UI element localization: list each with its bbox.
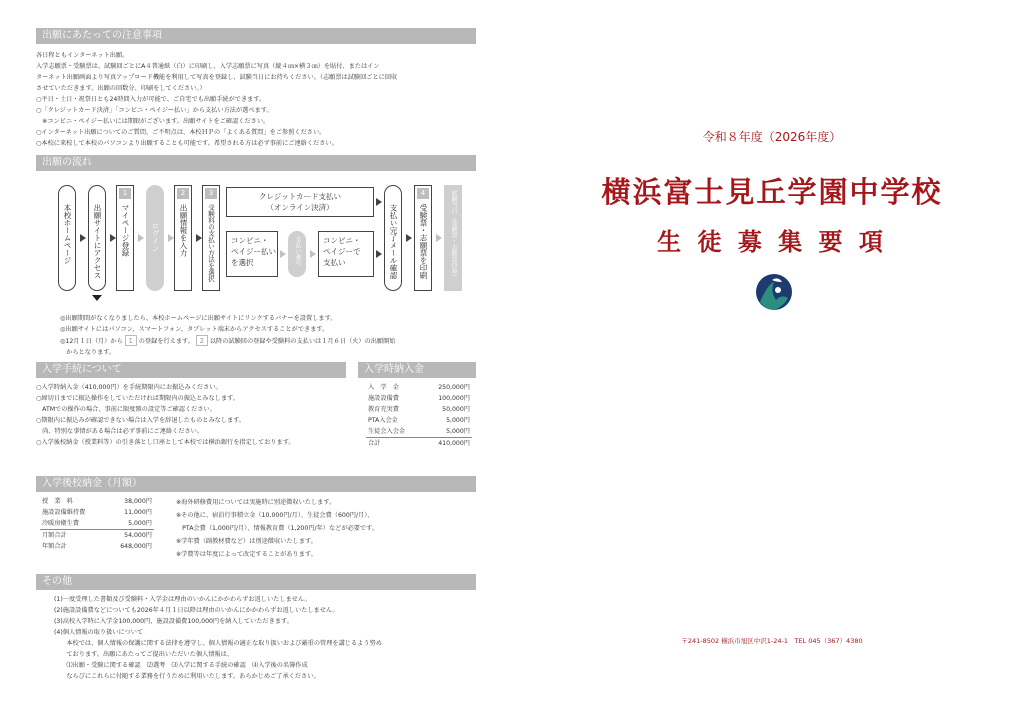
- flow-step-site: [88, 185, 106, 291]
- flow-arrow: [376, 250, 382, 258]
- other-line: (3)高校入学時に入学金100,000円、施設設備費100,000円を納入していただきます。: [54, 618, 293, 625]
- notes-line: ○平日・土日・祝祭日とも24時間入力が可能で、ご自宅でも出願手続ができます。: [36, 96, 266, 103]
- fee-label: 施設設備維持費: [42, 509, 86, 516]
- table-row: [40, 507, 154, 518]
- table-row: [40, 518, 154, 530]
- flow-notes: [36, 313, 476, 358]
- flow-note-line: [60, 335, 476, 347]
- flow-step-mail: [384, 185, 402, 291]
- table-row: [40, 530, 154, 542]
- fee-label: 施設設備費: [368, 395, 399, 402]
- fee-value: 410,000円: [438, 440, 470, 447]
- flow-step-label: 受験票・志願票を印刷: [419, 204, 428, 279]
- step-number: 4: [417, 188, 429, 199]
- fee-label: 入 学 金: [368, 384, 399, 391]
- table-row: [366, 404, 472, 415]
- monthly-note-line: ※学費等は年度によって改定することがあります。: [176, 551, 317, 558]
- flow-arrow: [280, 250, 286, 258]
- cover-address: 〒241-8502 横浜市旭区中沢1-24-1 TEL 045（367）4380: [681, 637, 863, 645]
- fee-label: 合計: [368, 440, 381, 447]
- notes-line: ○インターネット出願についてのご質問、ご不明点は、本校ＨＰの「よくある質問」をご参照ください。: [36, 129, 326, 136]
- flow-step-label: 支払い番号: [294, 236, 301, 266]
- other-line: (2)施設設備費などについても2026年４月１日以降は理由のいかんにかかわらずお返しいたしません。: [54, 607, 339, 614]
- flow-diagram: [36, 179, 476, 309]
- entry-fees-header: 入学時納入金: [358, 362, 476, 378]
- flow-step-label: ログイン: [151, 222, 160, 252]
- monthly-table: [40, 496, 154, 552]
- flow-note-line: ◎出願期間がなくなりましたら、本校ホームページに出願サイトにリンクするバナーを設置します。: [60, 315, 337, 322]
- flow-note-segment: の登録を行えます。: [138, 338, 194, 345]
- admission-section: [36, 362, 476, 472]
- admission-line: ATMでの操作の場合、事前に限度額の設定等ご確認ください。: [36, 406, 216, 413]
- table-row: [366, 438, 472, 450]
- flow-note-line: からとなります。: [60, 349, 116, 356]
- other-line: ならびにこれらに付随する業務を行うために利用いたします。あらかじめご了承ください。: [54, 673, 320, 680]
- notes-line: 各日程ともインターネット出願。: [36, 52, 129, 59]
- down-arrow-icon: [92, 295, 102, 301]
- admission-line: ○入学後校納金（授業料等）の引き落とし口座として本校では横浜銀行を指定しております。: [36, 439, 295, 446]
- flow-arrow: [436, 234, 442, 242]
- notes-line: 入学志願票・受験票は、試験回ごとにA４普通紙（白）に印刷し、入学志願票に写真（縦４㎝×横３㎝）を貼付、またはイン: [36, 63, 380, 70]
- cover-school-name: 横浜富士見丘学園中学校: [601, 175, 943, 209]
- fee-value: 100,000円: [438, 395, 470, 402]
- flow-arrow: [138, 234, 144, 242]
- monthly-header: 入学後校納金（月額）: [36, 476, 476, 492]
- flow-step-label: 本校ホームページ: [63, 204, 72, 264]
- monthly-note-line: ※海外研修費用については実施時に別途徴収いたします。: [176, 499, 336, 506]
- admission-line: ○締切日までに振込操作をしていただければ期限内の振込とみなします。: [36, 395, 239, 402]
- step-number: 3: [205, 188, 217, 199]
- other-header: その他: [36, 574, 476, 590]
- admission-line: ○期限内に振込みが確認できない場合は入学を辞退したものとみなします。: [36, 417, 246, 424]
- table-row: [40, 541, 154, 552]
- fee-value: 54,000円: [124, 532, 152, 539]
- fee-label: 年額合計: [42, 543, 67, 550]
- fee-label: 授 業 料: [42, 498, 73, 505]
- fee-label: 冷暖房衛生費: [42, 520, 80, 527]
- flow-arrow: [376, 198, 382, 206]
- left-page: [36, 28, 476, 718]
- notes-line: ターネット出願画面より写真アップロード機能を利用して写真を登録し、試験当日にお持ちください。（志願票は試験回ごとに回収: [36, 74, 398, 81]
- monthly-note-line: PTA会費（1,000円/月）、情報教育費（1,200円/年）などが必要です。: [176, 525, 378, 532]
- flow-note-line: ◎出願サイトにはパソコン、スマートフォン、タブレット端末からアクセスすることができます。: [60, 326, 329, 333]
- flow-step-homepage: [58, 185, 76, 291]
- fee-value: 11,000円: [124, 509, 152, 516]
- flow-convenience-select: コンビニ・ ペイジー払い を選択: [226, 231, 278, 277]
- step-number: 1: [125, 335, 137, 346]
- cover-page: [520, 0, 1024, 724]
- admission-body: [36, 382, 346, 448]
- step-number: 2: [196, 335, 208, 346]
- fee-label: 月額合計: [42, 532, 67, 539]
- admission-line: 尚、特別な事情がある場合は必ず事前にご連絡ください。: [36, 428, 204, 435]
- flow-step-label: 出願情報を入力: [179, 204, 188, 257]
- flow-note-segment: ◎12月１日（月）から: [60, 338, 123, 345]
- other-line: ております。出願にあたってご提出いただいた個人情報は、: [54, 651, 233, 658]
- admission-line: ○入学時納入金（410,000円）を手続期限内にお振込みください。: [36, 384, 222, 391]
- step-number: 2: [177, 188, 189, 199]
- table-row: [366, 393, 472, 404]
- flow-arrow: [310, 250, 316, 258]
- flow-step-pay-number: [288, 231, 306, 277]
- table-row: [40, 496, 154, 507]
- notes-header: 出願にあたっての注意事項: [36, 28, 476, 44]
- cover-year: 令和８年度（2026年度）: [702, 130, 842, 144]
- fee-label: PTA入会金: [368, 417, 398, 424]
- flow-convenience-pay: コンビニ・ ペイジーで 支払い: [318, 231, 374, 277]
- fee-value: 5,000円: [446, 417, 470, 424]
- other-body: [36, 594, 476, 682]
- flow-step-label: 出願サイトにアクセス: [93, 204, 102, 279]
- table-row: [366, 415, 472, 426]
- flow-step-label: 試験当日（受験票・志願票持参）: [450, 190, 457, 280]
- fee-value: 5,000円: [128, 520, 152, 527]
- monthly-note-line: ※その他に、宿泊行事積立金（10,000円/月）、生徒会費（600円/月）、: [176, 512, 374, 519]
- other-line: 本校では、個人情報の保護に関する法律を遵守し、個人情報の適正な取り扱いおよび厳重の管理を講じるよう努め: [54, 640, 382, 647]
- other-line: ⑴出願・受験に関する確認 ⑵選考 ⑶入学に関する手続の確認 ⑷入学後の名簿作成: [54, 662, 308, 669]
- flow-step-payselect: [202, 185, 220, 291]
- notes-line: ○本校に来校して本校のパソコンより出願することも可能です。希望される方は必ず事前にご連絡ください。: [36, 140, 338, 147]
- flow-step-print: [414, 185, 432, 291]
- fee-label: 教育充実費: [368, 406, 399, 413]
- flow-arrow: [80, 234, 86, 242]
- fee-value: 38,000円: [124, 498, 152, 505]
- fee-value: 250,000円: [438, 384, 470, 391]
- fee-label: 生徒会入会金: [368, 428, 406, 435]
- monthly-note-line: ※学年費（副教材費など）は別途徴収いたします。: [176, 538, 317, 545]
- flow-header: 出願の流れ: [36, 155, 476, 171]
- flow-step-label: マイページ登録: [121, 204, 130, 257]
- flow-step-mypage: [116, 185, 134, 291]
- flow-arrow: [406, 234, 412, 242]
- admission-header: 入学手続について: [36, 362, 346, 378]
- flow-step-label: 支払い完了メール確認: [389, 204, 398, 279]
- fee-value: 648,000円: [120, 543, 152, 550]
- table-row: [366, 426, 472, 438]
- flow-step-login: [146, 185, 164, 291]
- step-number: 1: [119, 188, 131, 199]
- flow-note-segment: 以降の試験回の登録や受験料の支払いは１月６日（火）の出願開始: [209, 338, 396, 345]
- cover-subtitle: 生 徒 募 集 要 項: [657, 227, 887, 256]
- monthly-section: [36, 496, 476, 572]
- flow-step-info: [174, 185, 192, 291]
- flow-credit-box: クレジットカード支払い （オンライン決済）: [226, 187, 374, 217]
- fee-value: 5,000円: [446, 428, 470, 435]
- other-line: (4)個人情報の取り扱いについて: [54, 629, 144, 636]
- notes-line: ※コンビニ・ペイジー払いには期限がございます。出願サイトをご確認ください。: [36, 118, 270, 125]
- notes-line: させていただきます。出願の回数分、印刷をしてください。）: [36, 85, 206, 92]
- flow-step-exam: [444, 185, 462, 291]
- fee-value: 50,000円: [442, 406, 470, 413]
- school-logo-icon: [754, 272, 794, 312]
- flow-step-label: 受験料の支払い方法を選択: [207, 204, 215, 282]
- entry-fees-table: [366, 382, 472, 449]
- other-line: (1)一度受理した書類及び受験料・入学金は理由のいかんにかかわらずお返しいたしません。: [54, 596, 311, 603]
- notes-line: ○「クレジットカード決済」「コンビニ・ペイジー払い」から支払い方法が選べます。: [36, 107, 273, 114]
- table-row: [366, 382, 472, 393]
- notes-body: [36, 50, 476, 149]
- monthly-notes: [176, 496, 378, 561]
